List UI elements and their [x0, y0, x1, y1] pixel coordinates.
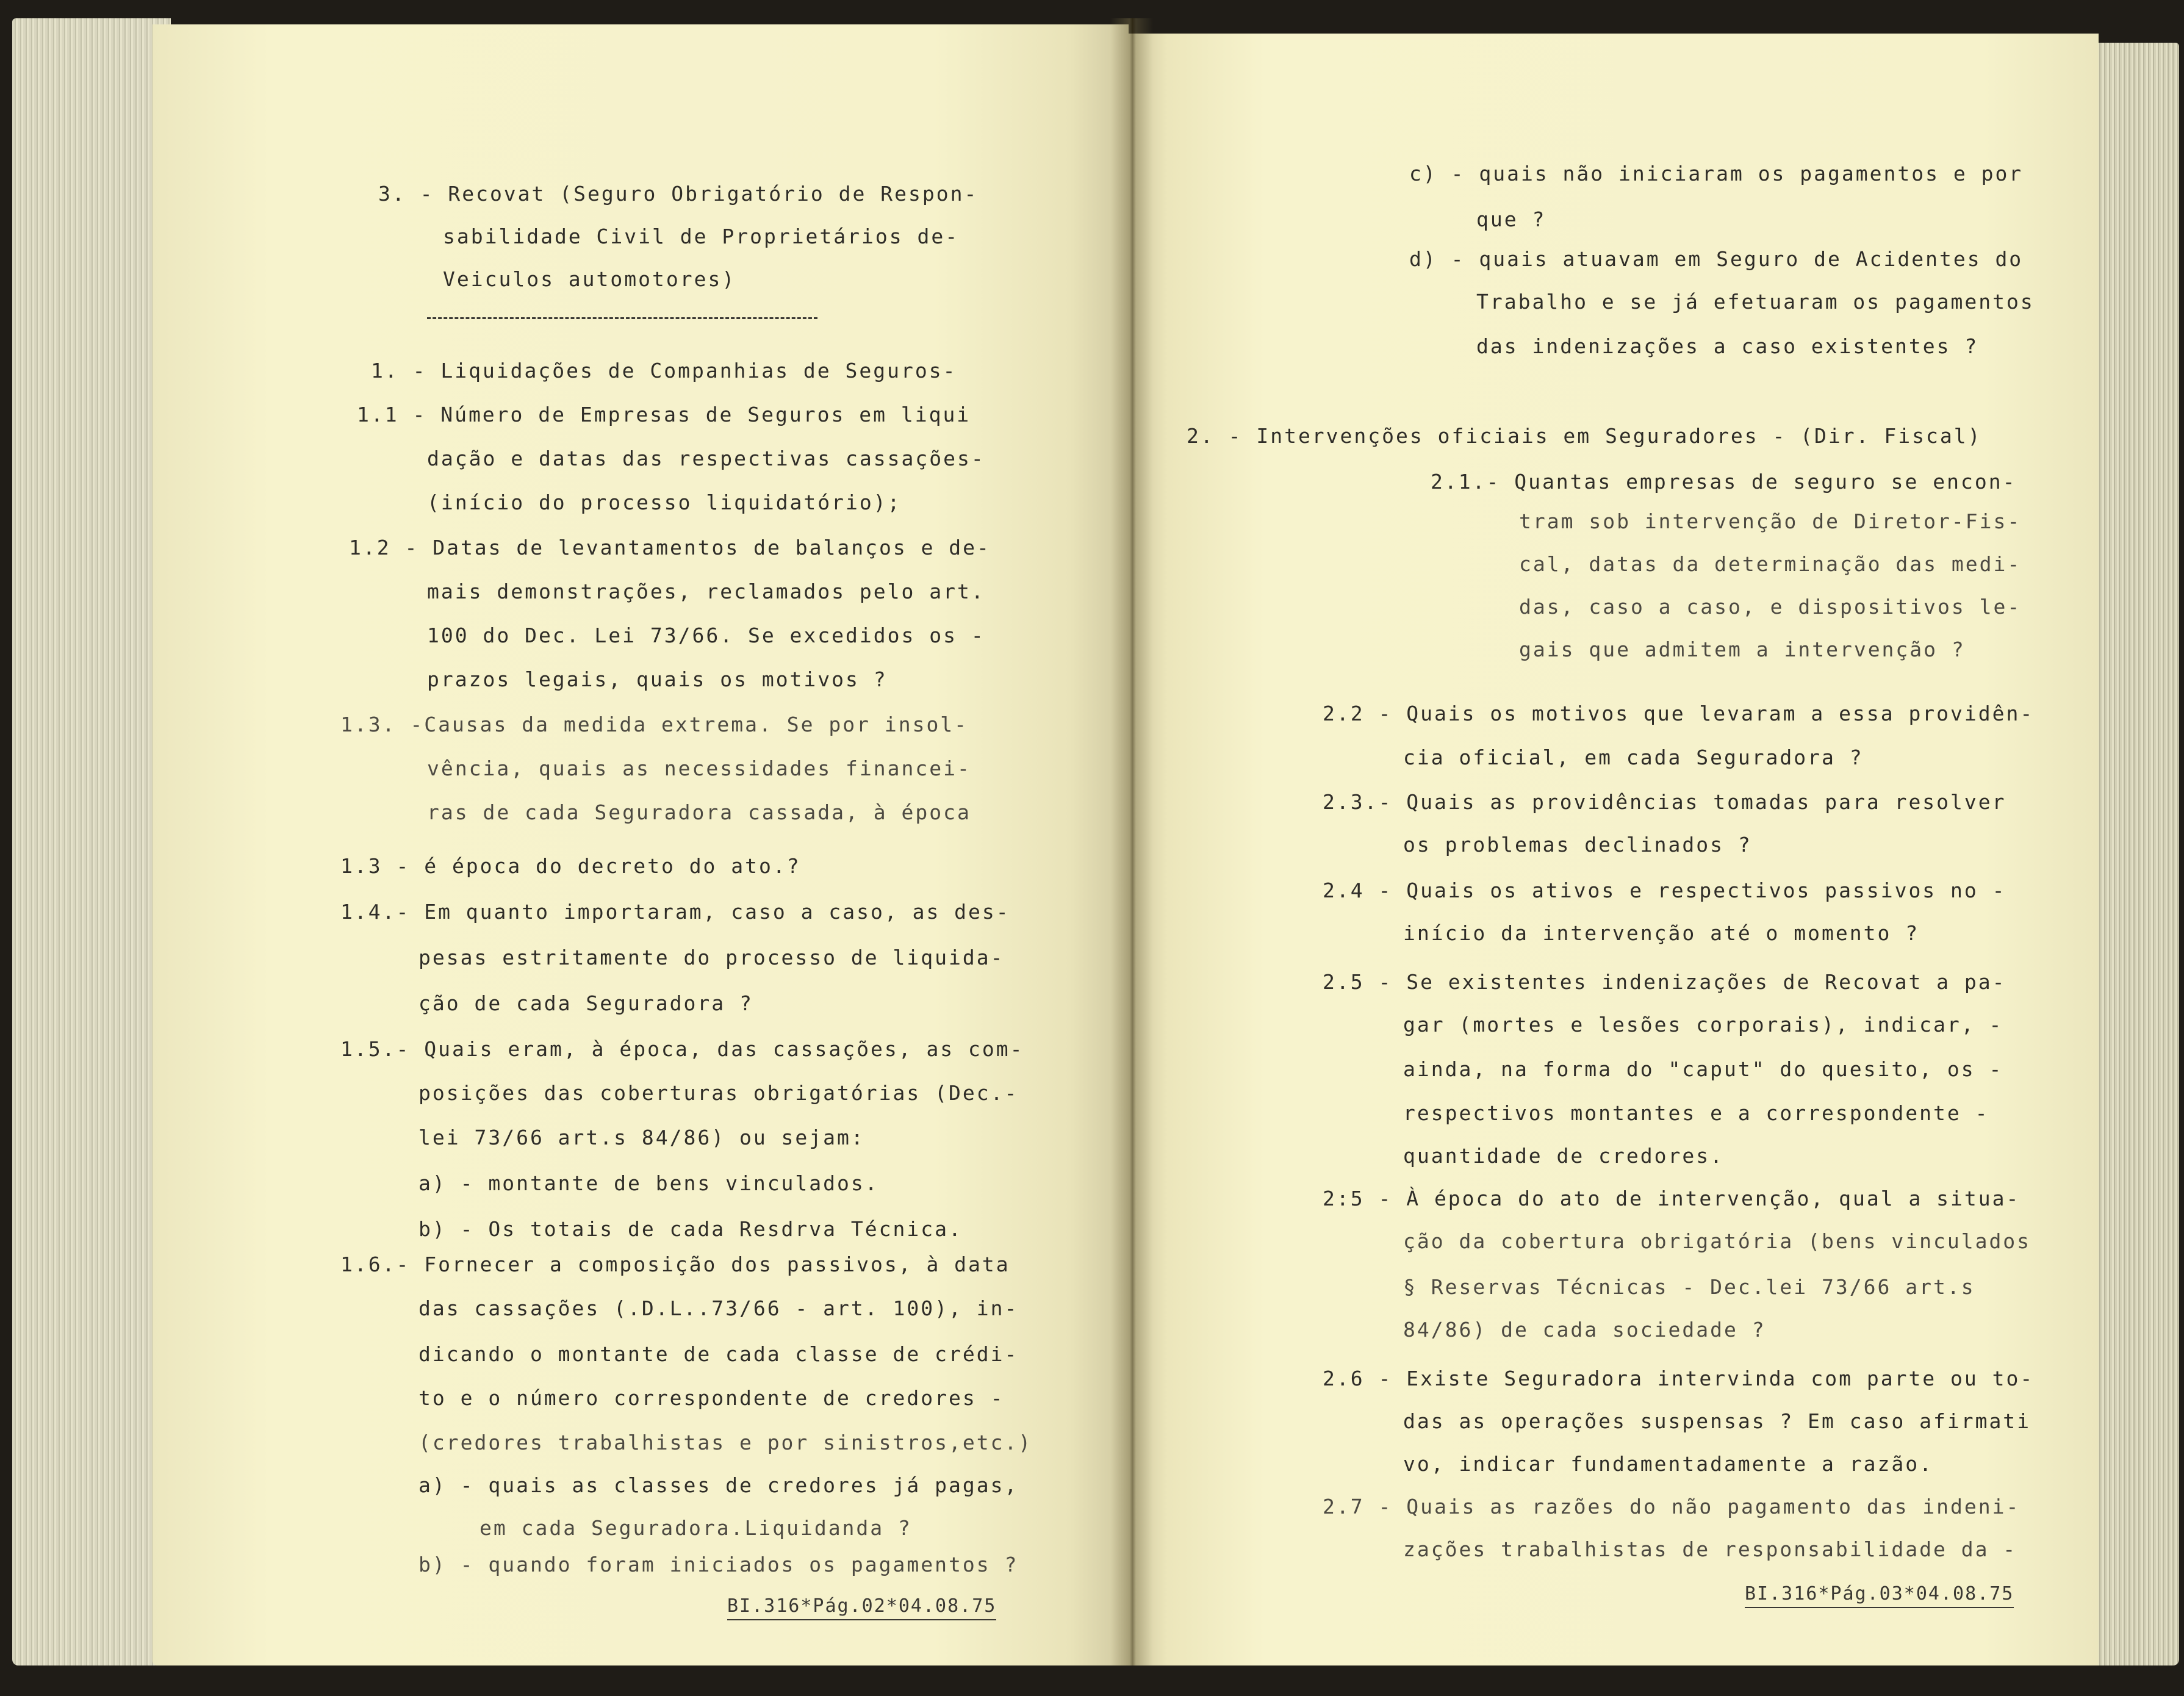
text-line: gar (mortes e lesões corporais), indicar, - — [1403, 1013, 2003, 1037]
text-line: 1.1 - Número de Empresas de Seguros em liqui — [357, 403, 971, 426]
text-line: das cassações (.D.L..73/66 - art. 100), in- — [418, 1296, 1019, 1320]
text-line: 1.2 - Datas de levantamentos de balanços e de- — [349, 536, 991, 559]
page-footer: BI.316*Pág.03*04.08.75 — [1745, 1583, 2014, 1608]
text-line: a) - montante de bens vinculados. — [418, 1171, 879, 1195]
text-line: (credores trabalhistas e por sinistros,etc.) — [418, 1431, 1033, 1454]
text-line: das, caso a caso, e dispositivos le- — [1519, 595, 2022, 619]
text-line: 1.4.- Em quanto importaram, caso a caso, as des- — [340, 900, 1010, 924]
text-line: 1. - Liquidações de Companhias de Seguros- — [371, 359, 957, 383]
text-line: pesas estritamente do processo de liquida- — [418, 946, 1005, 969]
text-line: 2.2 - Quais os motivos que levaram a essa providên- — [1323, 702, 2035, 725]
text-line: cia oficial, em cada Seguradora ? — [1403, 746, 1864, 769]
text-line: 1.3. -Causas da medida extrema. Se por insol- — [340, 713, 969, 736]
text-line: ção de cada Seguradora ? — [418, 991, 753, 1015]
text-line: zações trabalhistas de responsabilidade da - — [1403, 1537, 2017, 1561]
book-gutter — [1110, 18, 1153, 1665]
text-line: 1.6.- Fornecer a composição dos passivos, à data — [340, 1252, 1010, 1276]
text-line: das as operações suspensas ? Em caso afirmati — [1403, 1409, 2031, 1433]
text-line: 2. - Intervenções oficiais em Seguradores - (Dir. Fiscal) — [1187, 424, 1982, 448]
text-line: quantidade de credores. — [1403, 1144, 1724, 1168]
text-line: to e o número correspondente de credores - — [418, 1386, 1005, 1410]
text-line: cal, datas da determinação das medi- — [1519, 552, 2022, 576]
text-line: dação e datas das respectivas cassações- — [427, 447, 985, 470]
text-line: 2.5 - Se existentes indenizações de Recovat a pa- — [1323, 970, 2006, 994]
text-line: 2.4 - Quais os ativos e respectivos passivos no - — [1323, 879, 2006, 902]
text-line: tram sob intervenção de Diretor-Fis- — [1519, 509, 2022, 533]
text-line: em cada Seguradora.Liquidanda ? — [480, 1516, 912, 1540]
text-line: 2.3.- Quais as providências tomadas para resolver — [1323, 790, 2006, 814]
text-line: b) - Os totais de cada Resdrva Técnica. — [418, 1217, 963, 1241]
text-line: dicando o montante de cada classe de crédi- — [418, 1342, 1019, 1366]
text-line: 3. - Recovat (Seguro Obrigatório de Respon- — [378, 182, 979, 206]
text-line: a) - quais as classes de credores já pagas, — [418, 1473, 1019, 1497]
text-line: ainda, na forma do "caput" do quesito, os - — [1403, 1057, 2003, 1081]
text-line: Veiculos automotores) — [443, 267, 736, 291]
text-line: Trabalho e se já efetuaram os pagamentos — [1476, 290, 2035, 314]
left-page-edges — [12, 18, 171, 1665]
text-line: que ? — [1476, 207, 1546, 231]
text-line: início da intervenção até o momento ? — [1403, 921, 1920, 945]
text-line: 84/86) de cada sociedade ? — [1403, 1318, 1766, 1342]
text-line: mais demonstrações, reclamados pelo art. — [427, 580, 985, 603]
text-line: posições das coberturas obrigatórias (Dec.- — [418, 1081, 1019, 1105]
text-line: 2.6 - Existe Seguradora intervinda com parte ou to- — [1323, 1367, 2035, 1390]
text-line: vência, quais as necessidades financei- — [427, 756, 971, 780]
text-line: 1.5.- Quais eram, à época, das cassações, as com- — [340, 1037, 1024, 1061]
right-page-edges — [2088, 43, 2179, 1665]
divider-rule — [427, 317, 817, 319]
text-line: 2.7 - Quais as razões do não pagamento das indeni- — [1323, 1495, 2021, 1518]
text-line: prazos legais, quais os motivos ? — [427, 667, 888, 691]
text-line: (início do processo liquidatório); — [427, 490, 902, 514]
text-line: vo, indicar fundamentadamente a razão. — [1403, 1452, 1933, 1476]
text-line: ção da cobertura obrigatória (bens vinculados — [1403, 1229, 2031, 1253]
text-line: os problemas declinados ? — [1403, 833, 1752, 857]
text-line: d) - quais atuavam em Seguro de Acidentes do — [1409, 247, 2024, 271]
text-line: ras de cada Seguradora cassada, à época — [427, 800, 971, 824]
text-line: 2.1.- Quantas empresas de seguro se encon- — [1431, 470, 2017, 494]
text-line: § Reservas Técnicas - Dec.lei 73/66 art.s — [1403, 1275, 1975, 1299]
text-line: gais que admitem a intervenção ? — [1519, 638, 1966, 661]
text-line: c) - quais não iniciaram os pagamentos e por — [1409, 162, 2024, 185]
text-line: respectivos montantes e a correspondente - — [1403, 1101, 1989, 1125]
text-line: sabilidade Civil de Proprietários de- — [443, 225, 960, 248]
page-footer: BI.316*Pág.02*04.08.75 — [727, 1595, 996, 1620]
text-line: das indenizações a caso existentes ? — [1476, 334, 1979, 358]
text-line: b) - quando foram iniciados os pagamentos ? — [418, 1553, 1019, 1576]
text-line: 100 do Dec. Lei 73/66. Se excedidos os - — [427, 623, 985, 647]
text-line: 1.3 - é época do decreto do ato.? — [340, 854, 801, 878]
text-line: lei 73/66 art.s 84/86) ou sejam: — [418, 1126, 865, 1149]
text-line: 2:5 - À época do ato de intervenção, qual a situa- — [1323, 1187, 2021, 1210]
